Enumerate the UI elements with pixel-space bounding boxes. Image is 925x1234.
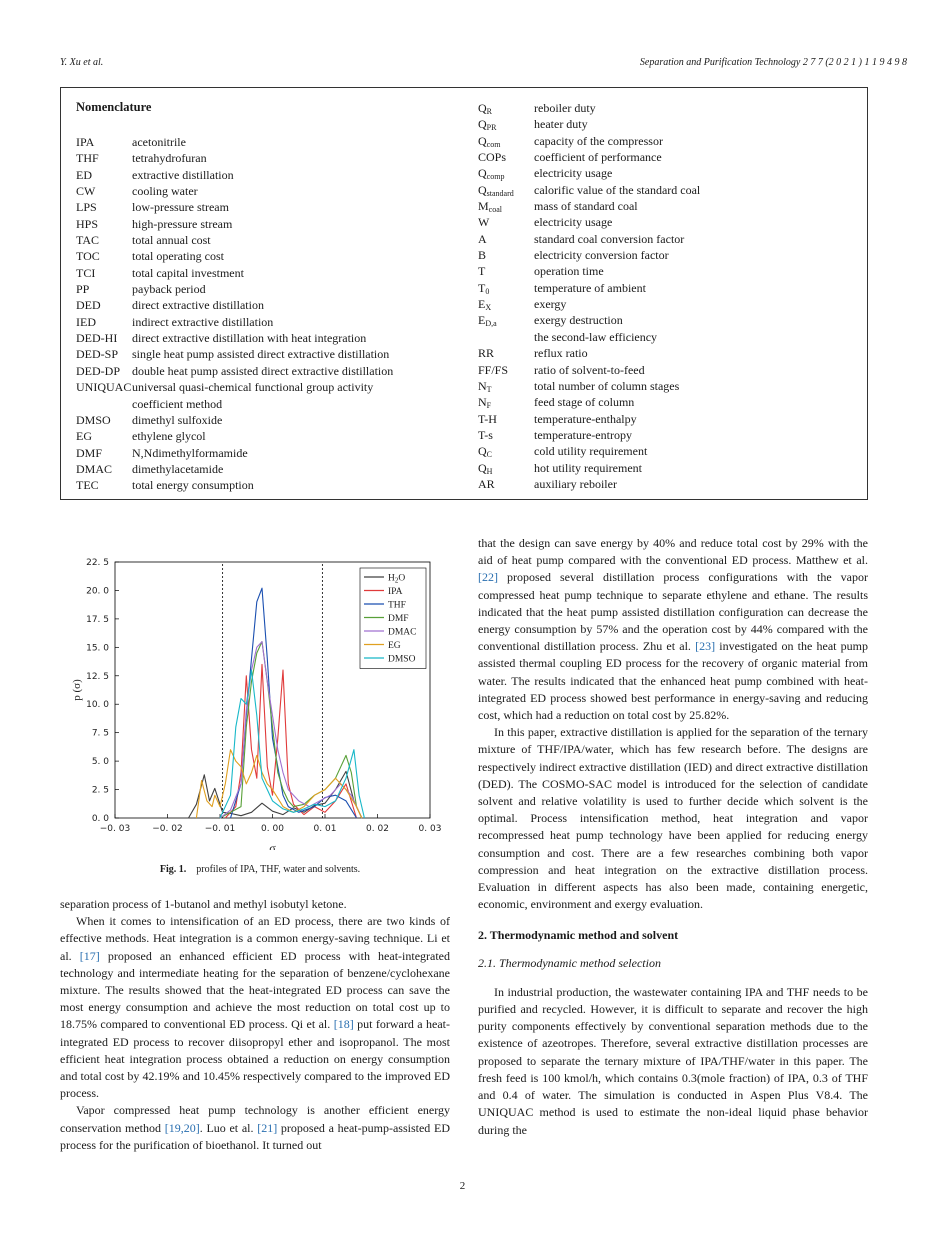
nomenclature-definition: heater duty (534, 117, 588, 132)
citation-link[interactable]: [21] (257, 1120, 278, 1135)
nomenclature-definition: electricity conversion factor (534, 248, 669, 263)
nomenclature-abbr: CW (76, 184, 96, 199)
nomenclature-abbr: EG (76, 429, 92, 444)
nomenclature-definition: electricity usage (534, 215, 613, 230)
citation-link[interactable]: [19,20] (164, 1120, 200, 1135)
nomenclature-definition: exergy destruction (534, 313, 623, 328)
paragraph: Vapor compressed heat pump technology is another efficient energy conservation method [19,20]. Luo et al. [21] proposed a heat-pump-assisted ED process for the purification of bioethanol. It turned out (60, 1103, 451, 1152)
nomenclature-symbol: $N_F$ (478, 395, 492, 411)
nomenclature-symbol: W (478, 215, 490, 230)
nomenclature-definition: double heat pump assisted direct extractive distillation (132, 363, 394, 378)
nomenclature-abbr: DED (76, 298, 101, 313)
nomenclature-definition: direct extractive distillation (132, 298, 264, 313)
series-line-dmf (220, 642, 362, 818)
page-number: 2 (459, 1180, 466, 1192)
right-column-text (478, 535, 868, 1139)
nomenclature-abbr: IED (76, 314, 96, 329)
sigma-profile-chart (60, 550, 460, 850)
nomenclature-abbr: LPS (76, 200, 97, 215)
x-tick-label: −0. 02 (152, 824, 183, 834)
nomenclature-symbol: $N_T$ (478, 378, 492, 394)
nomenclature-definition: mass of standard coal (534, 199, 638, 214)
sigma-profile-chart-svg (60, 550, 460, 850)
y-tick-label: 17. 5 (86, 614, 109, 625)
nomenclature-box (60, 87, 868, 500)
nomenclature-abbr: THF (76, 151, 99, 166)
paragraph: In industrial production, the wastewater containing IPA and THF needs to be purified and recycled. However, it is difficult to separate and recover the high purity components effectively by conventional separation methods due to the existence of azeotropes. Therefore, several extractive distillation processes are proposed to separate the ternary mixture of IPA/THF/water in this paper. The fresh feed is 100 kmol/h, which contains 0.3(mole fraction) of IPA, 0.3 of THF and 0.4 of water. The simulation is conducted in Aspen Plus V8.4. The UNIQUAC method is used to estimate the non-ideal liquid phase behavior during the (478, 984, 868, 1137)
series-line-dmac (220, 642, 362, 818)
paragraph: When it comes to intensification of an ED process, there are two kinds of effective methods. Heat integration is a common energy-saving technique. Li et al. [17] proposed an enhanced efficient ED process with heat-integrated technology and intermediate heating for the separation of benzene/cyclohexane mixture. The results showed that the heat-integrated ED process can save the most energy consumption and achieve the most reduction on total cost up to 18.75% compared to conventional ED process. Qi et al. [18] put forward a heat-integrated ED process to recover diisopropyl ether and isopropanol. The most efficient heat integration process obtained a reduction on energy consumption and total cost by 42.19% and 10.45% respectively compared to the improved ED process. (60, 914, 451, 1101)
x-tick-label: 0. 02 (366, 824, 389, 834)
running-header-journal: Separation and Purification Technology 2 7 7 (2 0 2 1 ) 1 1 9 4 9 8 (639, 57, 907, 68)
nomenclature-symbol: AR (478, 476, 495, 491)
nomenclature-symbol: $E_X$ (478, 297, 492, 313)
y-tick-label: 5. 0 (91, 757, 109, 768)
nomenclature-symbol: $E_{D,a}$ (478, 313, 497, 329)
x-tick-label: 0. 03 (418, 824, 442, 834)
nomenclature-definition: single heat pump assisted direct extractive distillation (132, 347, 390, 362)
x-tick-label: 0. 00 (261, 824, 284, 834)
nomenclature-abbr: DED-HI (76, 331, 118, 346)
nomenclature-definition: coefficient method (132, 396, 223, 411)
citation-link[interactable]: [23] (695, 639, 716, 654)
nomenclature-definition: standard coal conversion factor (534, 231, 685, 246)
figure-caption (60, 864, 460, 875)
legend-entry: DMSO (388, 654, 416, 665)
nomenclature-abbr: TAC (76, 233, 100, 248)
nomenclature-symbol: T-H (478, 411, 497, 426)
legend-entry: IPA (388, 587, 403, 597)
nomenclature-definition: feed stage of column (534, 395, 635, 410)
nomenclature-definition: total number of column stages (534, 378, 680, 393)
nomenclature-definition: indirect extractive distillation (132, 314, 274, 329)
nomenclature-definition: universal quasi-chemical functional group activity (132, 380, 374, 395)
legend-entry: DMF (388, 614, 409, 624)
paragraph: In this paper, extractive distillation is applied for the separation of the ternary mixture of THF/IPA/water, which has few research before. The designs are respectively indirect extractive distillation (IED) and direct extractive distillation (DED). The COSMO-SAC model is introduced for the selection of candidate solvent and relative volatility is used to further decide which solvent is the optimal. Process intensification method, heat integration and vapor recompressed heat pump technology have been applied for reducing energy consumption and cost. There are a few researches combining both vapor compression and heat integration on the extractive distillation process. Evaluation in different aspects has also been made, containing energetic, economic, environment and exergy evaluation. (478, 725, 868, 912)
nomenclature-symbol: A (478, 231, 487, 246)
nomenclature-title: Nomenclature (76, 100, 152, 114)
nomenclature-symbol: B (478, 248, 487, 263)
nomenclature-symbol: $Q_R$ (478, 101, 493, 116)
figure-label: Fig. 1. (159, 864, 187, 875)
nomenclature-symbol: $Q_C$ (478, 444, 493, 460)
nomenclature-abbr: DMSO (76, 412, 111, 427)
x-axis-label: σ (269, 841, 276, 850)
nomenclature-definition: temperature-entropy (534, 427, 632, 442)
nomenclature-definition: direct extractive distillation with heat integration (132, 331, 367, 346)
nomenclature-definition: electricity usage (534, 166, 613, 181)
nomenclature-symbol: $Q_{standard}$ (478, 182, 514, 198)
nomenclature-symbol: T-s (478, 427, 493, 442)
paragraph: separation process of 1-butanol and methyl isobutyl ketone. (60, 897, 347, 911)
section-heading: 2. Thermodynamic method and solvent (478, 928, 679, 943)
y-tick-label: 10. 0 (86, 700, 109, 711)
nomenclature-definition: acetonitrile (132, 135, 186, 149)
subsection-heading: 2.1. Thermodynamic method selection (478, 955, 661, 970)
nomenclature-definition: total energy consumption (132, 478, 254, 493)
nomenclature-abbr: UNIQUAC (76, 380, 132, 395)
nomenclature-symbol: $Q_H$ (478, 460, 493, 476)
nomenclature-definition: auxiliary reboiler (534, 476, 617, 491)
nomenclature-definition: capacity of the compressor (534, 133, 663, 148)
nomenclature-definition: tetrahydrofuran (132, 151, 207, 166)
nomenclature-definition: total operating cost (132, 249, 224, 264)
nomenclature-abbr: DED-SP (76, 347, 119, 362)
nomenclature-definition: N,Ndimethylformamide (132, 445, 248, 460)
running-header-authors: Y. Xu et al. (60, 57, 104, 68)
nomenclature-definition: high-pressure stream (132, 216, 233, 231)
nomenclature-definition: cooling water (132, 184, 198, 199)
nomenclature-definition: cold utility requirement (534, 444, 648, 459)
legend-entry: DMAC (388, 627, 417, 638)
y-tick-label: 20. 0 (86, 586, 109, 597)
nomenclature-abbr: DMF (76, 445, 103, 460)
y-tick-label: 2. 5 (91, 785, 109, 796)
nomenclature-definition: calorific value of the standard coal (534, 182, 701, 197)
citation-link[interactable]: [22] (478, 570, 498, 585)
legend-entry: EG (388, 641, 401, 651)
nomenclature-abbr: PP (76, 282, 90, 297)
nomenclature-abbr: TEC (76, 478, 99, 493)
citation-link[interactable]: [17] (79, 948, 100, 963)
nomenclature-symbol: $Q_{com}$ (478, 133, 501, 149)
nomenclature-definition: exergy (534, 297, 567, 312)
nomenclature-definition: temperature of ambient (534, 280, 646, 295)
nomenclature-definition: the second-law efficiency (534, 329, 658, 344)
nomenclature-abbr: DED-DP (76, 363, 120, 378)
nomenclature-symbol: RR (478, 346, 495, 361)
y-tick-label: 0. 0 (91, 814, 109, 824)
nomenclature-definition: extractive distillation (132, 167, 234, 182)
x-tick-label: −0. 01 (204, 824, 236, 834)
figure-caption-text: profiles of IPA, THF, water and solvents. (196, 864, 361, 875)
nomenclature-definition: coefficient of performance (534, 150, 662, 165)
legend-entry: THF (388, 600, 406, 611)
nomenclature-definition: ratio of solvent-to-feed (534, 362, 645, 377)
nomenclature-definition: low-pressure stream (132, 200, 229, 215)
nomenclature-definition: hot utility requirement (534, 460, 642, 475)
nomenclature-definition: dimethyl sulfoxide (132, 412, 223, 427)
nomenclature-definition: ethylene glycol (132, 429, 206, 444)
y-tick-label: 7. 5 (91, 728, 109, 739)
nomenclature-symbol: $Q_{comp}$ (478, 166, 505, 182)
nomenclature-abbr: ED (76, 167, 92, 182)
citation-link[interactable]: [18] (333, 1017, 354, 1032)
x-tick-label: 0. 01 (313, 824, 337, 834)
nomenclature-symbol: COPs (478, 150, 507, 165)
nomenclature-symbol: $Q_{PR}$ (478, 117, 497, 133)
nomenclature-symbol: T (478, 264, 486, 279)
y-tick-label: 15. 0 (86, 643, 109, 654)
nomenclature-symbol: $T_0$ (478, 280, 490, 296)
nomenclature-definition: total annual cost (132, 233, 211, 248)
nomenclature-abbr: DMAC (76, 461, 113, 476)
nomenclature-definition: reboiler duty (534, 101, 596, 115)
y-tick-label: 22. 5 (86, 558, 109, 568)
nomenclature-abbr: IPA (76, 135, 95, 149)
nomenclature-abbr: HPS (76, 216, 99, 231)
nomenclature-abbr: TCI (76, 265, 96, 280)
x-tick-label: −0. 03 (99, 824, 131, 834)
left-column-text (60, 896, 450, 1154)
y-axis-label: p (σ) (71, 679, 83, 701)
nomenclature-symbol: $M_{coal}$ (478, 199, 502, 215)
y-tick-label: 12. 5 (86, 671, 109, 682)
nomenclature-definition: reflux ratio (534, 346, 588, 361)
nomenclature-definition: total capital investment (132, 265, 244, 280)
legend-entry: $H_2O$ (388, 573, 406, 585)
nomenclature-symbol: FF/FS (478, 362, 509, 377)
nomenclature-definition: dimethylacetamide (132, 461, 224, 476)
paragraph: that the design can save energy by 40% and reduce total cost by 29% with the aid of heat pump compared with the conventional ED process. Matthew et al. [22] proposed several distillation process configurations with the vapor compressed heat pump technique to separate ethylene and ethane. The results indicated that the heat pump assisted distillation configuration can decrease the energy consumption by 57% and the operation cost by 44% compared with the conventional distillation process. Zhu et al. [23] investigated on the heat pump assisted thermal coupling ED process for the recovery of organic material from water. The results indicated that the enhanced heat pump combined with heat-integrated ED process showed best performance in energy-saving and reducing cost, which had a reduction on total cost by 25.82%. (478, 536, 869, 723)
nomenclature-abbr: TOC (76, 249, 100, 264)
nomenclature-definition: operation time (534, 264, 604, 279)
nomenclature-definition: temperature-enthalpy (534, 411, 637, 426)
nomenclature-definition: payback period (132, 282, 206, 297)
